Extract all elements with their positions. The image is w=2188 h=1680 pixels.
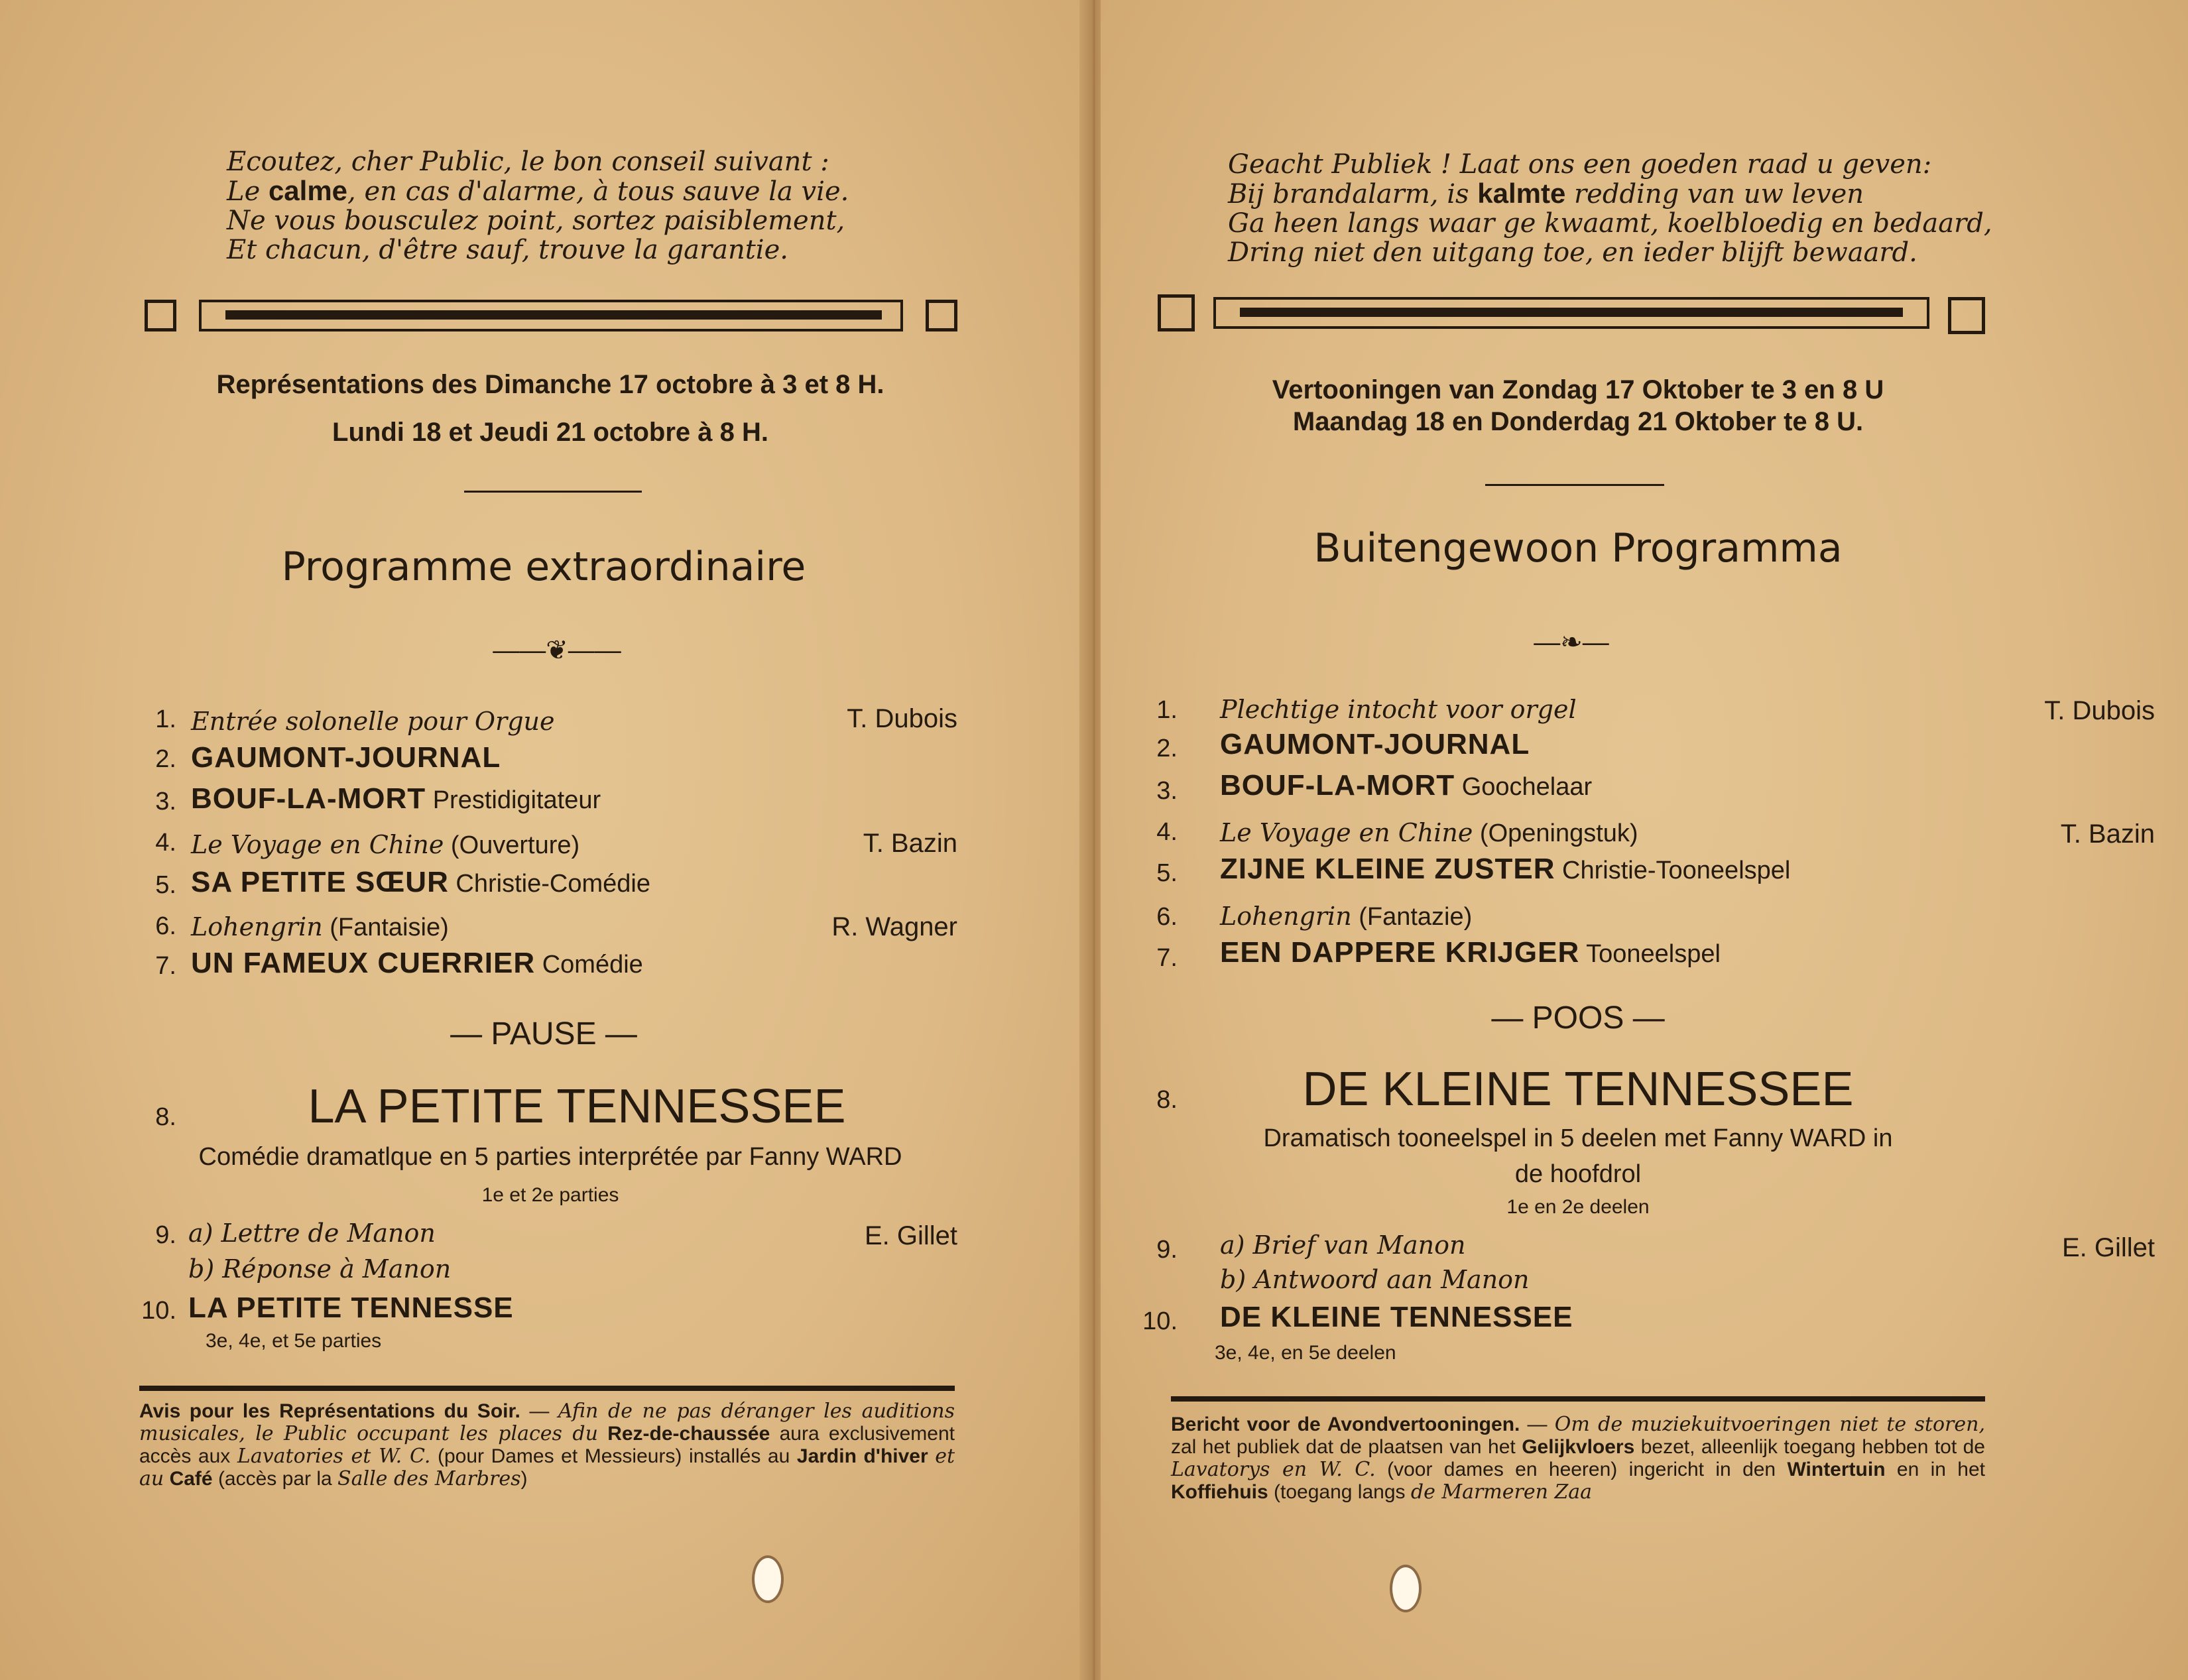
- performance-dates-line1: Vertooningen van Zondag 17 Oktober te 3 en 8 U: [1272, 375, 1884, 404]
- item-number: 7.: [1156, 944, 1178, 972]
- right-page: [1101, 0, 2188, 1680]
- item-number: 9.: [155, 1221, 176, 1249]
- poem-line: Geacht Publiek ! Laat ons een goeden raad u geven:: [1228, 149, 1932, 180]
- binding-hole: [1390, 1565, 1422, 1612]
- item-number: 4.: [155, 829, 176, 857]
- performance-dates-line1: Représentations des Dimanche 17 octobre à 3 et 8 H.: [216, 370, 884, 399]
- intermission-label: — PAUSE —: [450, 1016, 637, 1051]
- item-number: 2.: [155, 745, 176, 773]
- programme-item: Plechtige intocht voor orgel: [1220, 695, 1577, 724]
- item-number: 4.: [1156, 818, 1178, 846]
- programme-item: LA PETITE TENNESSE: [188, 1291, 514, 1324]
- programme-item: BOUF-LA-MORT Goochelaar: [1220, 769, 1593, 802]
- poem-line: Ecoutez, cher Public, le bon conseil suivant :: [227, 147, 829, 177]
- evening-notice: Avis pour les Représentations du Soir. — Afin de ne pas déranger les auditions musicales, le Public occupant les places du Rez-de-chaussée aura exclusivement accès aux Lavatories et W. C. (pour Dames et Messieurs) installés au Jardin d'hiver et au Café (accès par la Salle des Marbres): [139, 1400, 955, 1490]
- final-parts: 3e, 4e, en 5e deelen: [1215, 1342, 1396, 1364]
- item-number: 8.: [155, 1103, 176, 1131]
- composer: E. Gillet: [864, 1221, 957, 1250]
- programme-title: Programme extraordinaire: [281, 544, 806, 590]
- programme-item: b) Réponse à Manon: [188, 1254, 452, 1284]
- programme-item: Le Voyage en Chine (Ouverture): [191, 830, 580, 859]
- composer: T. Dubois: [2044, 696, 2155, 725]
- item-number: 5.: [155, 871, 176, 899]
- programme-item: GAUMONT-JOURNAL: [191, 741, 501, 774]
- item-number: 1.: [155, 705, 176, 733]
- feature-film-title: DE KLEINE TENNESSEE: [1302, 1063, 1854, 1116]
- programme-item: SA PETITE SŒUR Christie-Comédie: [191, 866, 650, 898]
- intermission-label: — POOS —: [1491, 1000, 1665, 1036]
- composer: R. Wagner: [831, 912, 957, 941]
- programme-item: Le Voyage en Chine (Openingstuk): [1220, 818, 1638, 847]
- short-rule: [1485, 484, 1664, 486]
- item-number: 5.: [1156, 859, 1178, 887]
- composer: E. Gillet: [2061, 1233, 2155, 1262]
- poem-line: Dring niet den uitgang toe, en ieder blijft bewaard.: [1228, 237, 1917, 268]
- programme-item: a) Lettre de Manon: [188, 1219, 436, 1248]
- item-number: 7.: [155, 952, 176, 980]
- feature-film-title: LA PETITE TENNESSEE: [308, 1080, 846, 1133]
- item-number: 9.: [1156, 1236, 1178, 1264]
- item-number: 2.: [1156, 735, 1178, 762]
- item-number: 1.: [1156, 696, 1178, 724]
- poem-line: Ga heen langs waar ge kwaamt, koelbloedig en bedaard,: [1228, 208, 1992, 239]
- item-number: 8.: [1156, 1086, 1178, 1114]
- programme-item: DE KLEINE TENNESSEE: [1220, 1301, 1573, 1333]
- performance-dates-line2: Maandag 18 en Donderdag 21 Oktober te 8 U.: [1292, 407, 1864, 436]
- feature-film-description: de hoofdrol: [1514, 1160, 1642, 1188]
- programme-item: ZIJNE KLEINE ZUSTER Christie-Tooneelspel: [1220, 853, 1791, 885]
- feature-film-description: Comédie dramatlque en 5 parties interprétée par Fanny WARD: [198, 1143, 902, 1171]
- feature-film-description: Dramatisch tooneelspel in 5 deelen met Fanny WARD in: [1263, 1124, 1893, 1152]
- feature-film-parts: 1e en 2e deelen: [1506, 1196, 1650, 1218]
- item-number: 3.: [1156, 777, 1178, 805]
- evening-notice: Bericht voor de Avondvertooningen. — Om de muziekuitvoeringen niet te storen, zal het publiek dat de plaatsen van het Gelijkvloers bezet, alleenlijk toegang hebben tot de Lavatorys en W. C. (voor dames en heeren) ingericht in den Wintertuin en in het Koffiehuis (toegang langs de Marmeren Zaa: [1171, 1413, 1986, 1504]
- flourish-ornament: ——❦——: [493, 636, 621, 665]
- programme-item: BOUF-LA-MORT Prestidigitateur: [191, 782, 601, 815]
- programme-title: Buitengewoon Programma: [1313, 525, 1843, 571]
- item-number: 10.: [141, 1297, 176, 1325]
- programme-item: EEN DAPPERE KRIJGER Tooneelspel: [1220, 936, 1721, 969]
- short-rule: [464, 491, 642, 493]
- poem-line: Et chacun, d'être sauf, trouve la garantie.: [227, 235, 788, 265]
- composer: T. Bazin: [2060, 819, 2155, 849]
- programme-item: GAUMONT-JOURNAL: [1220, 728, 1530, 760]
- programme-item: a) Brief van Manon: [1220, 1230, 1466, 1260]
- poem-line: Ne vous bousculez point, sortez paisiblement,: [227, 206, 845, 236]
- programme-item: Lohengrin (Fantazie): [1220, 902, 1473, 931]
- performance-dates-line2: Lundi 18 et Jeudi 21 octobre à 8 H.: [332, 418, 768, 447]
- poem-line: Bij brandalarm, is kalmte redding van uw leven: [1228, 178, 1864, 210]
- safety-poem-fr: [227, 147, 849, 265]
- programme-item: UN FAMEUX CUERRIER Comédie: [191, 947, 643, 979]
- poem-line: Le calme, en cas d'alarme, à tous sauve la vie.: [227, 175, 849, 207]
- composer: T. Bazin: [863, 829, 957, 858]
- final-parts: 3e, 4e, et 5e parties: [206, 1330, 382, 1352]
- item-number: 6.: [1156, 903, 1178, 931]
- programme-item: Entrée solonelle pour Orgue: [191, 707, 555, 736]
- item-number: 6.: [155, 912, 176, 940]
- programme-item: Lohengrin (Fantaisie): [191, 912, 449, 941]
- item-number: 10.: [1142, 1307, 1178, 1335]
- binding-hole: [752, 1555, 784, 1603]
- composer: T. Dubois: [847, 704, 957, 733]
- item-number: 3.: [155, 788, 176, 815]
- feature-film-parts: 1e et 2e parties: [481, 1184, 619, 1206]
- safety-poem-nl: [1228, 150, 1992, 267]
- left-page: [0, 0, 1087, 1680]
- notice-rule: [1171, 1396, 1985, 1402]
- notice-rule: [139, 1386, 955, 1391]
- flourish-ornament: —❧—: [1534, 628, 1609, 657]
- programme-item: b) Antwoord aan Manon: [1220, 1265, 1530, 1294]
